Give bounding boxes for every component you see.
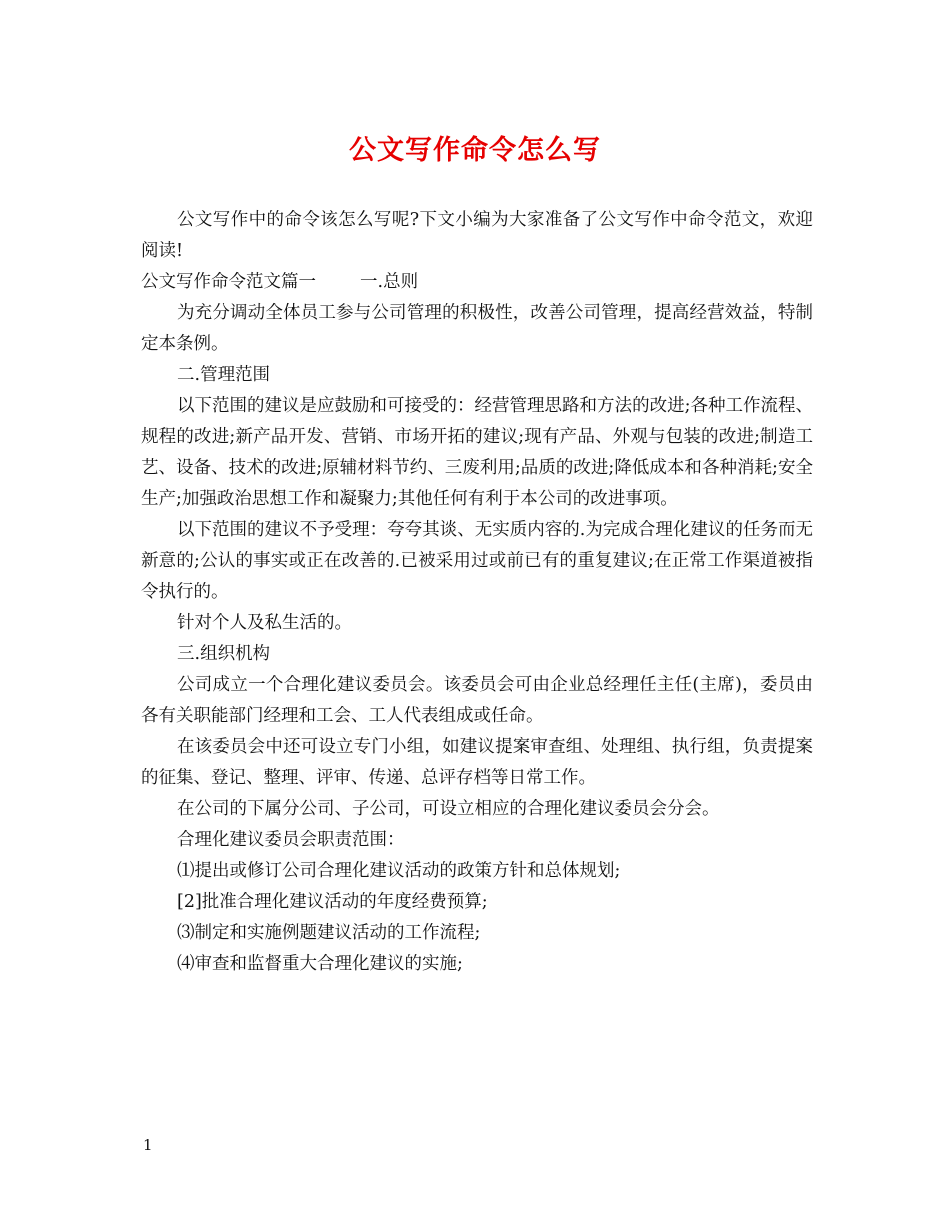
paragraph-branches: 在公司的下属分公司、子公司，可设立相应的合理化建议委员会分会。 bbox=[177, 799, 720, 819]
section-one-heading bbox=[141, 267, 813, 298]
paragraph-accepted: 以下范围的建议是应鼓励和可接受的：经营管理思路和方法的改进;各种工作流程、规程的改进;新产品开发、营销、市场开拓的建议;现有产品、外观与包装的改进;制造工艺、设备、技术的改进;原辅材料节约、三废利用;品质的改进;降低成本和各种消耗;安全生产;加强政治思想工作和凝聚力;其他任何有利于本公司的改进事项。 bbox=[141, 396, 813, 509]
page-number: 1 bbox=[143, 1136, 153, 1154]
list-item-duty-1: ⑴提出或修订公司合理化建议活动的政策方针和总体规划; bbox=[177, 861, 621, 881]
paragraph-intro: 公文写作中的命令该怎么写呢?下文小编为大家准备了公文写作中命令范文，欢迎阅读! bbox=[141, 210, 813, 261]
paragraph-committee: 公司成立一个合理化建议委员会。该委员会可由企业总经理任主任(主席)，委员由各有关职能部门经理和工会、工人代表组成或任命。 bbox=[141, 675, 813, 726]
heading-scope: 二.管理范围 bbox=[177, 365, 271, 385]
paragraph-purpose: 为充分调动全体员工参与公司管理的积极性，改善公司管理，提高经营效益，特制定本条例。 bbox=[141, 303, 813, 354]
paragraph-personal: 针对个人及私生活的。 bbox=[177, 613, 352, 633]
section-subheading: 一.总则 bbox=[360, 272, 419, 292]
paragraph-duties-heading: 合理化建议委员会职责范围： bbox=[177, 830, 405, 850]
document-title: 公文写作命令怎么写 bbox=[349, 135, 601, 166]
document-body bbox=[141, 205, 813, 980]
list-item-duty-4: ⑷审查和监督重大合理化建议的实施; bbox=[177, 954, 463, 974]
heading-organization: 三.组织机构 bbox=[177, 644, 271, 664]
list-item-duty-2: [2]批准合理化建议活动的年度经费预算; bbox=[177, 892, 488, 912]
section-label: 公文写作命令范文篇一 bbox=[141, 272, 316, 292]
paragraph-groups: 在该委员会中还可设立专门小组，如建议提案审查组、处理组、执行组，负责提案的征集、登记、整理、评审、传递、总评存档等日常工作。 bbox=[141, 737, 813, 788]
paragraph-rejected: 以下范围的建议不予受理：夸夸其谈、无实质内容的.为完成合理化建议的任务而无新意的;公认的事实或正在改善的.已被采用过或前已有的重复建议;在正常工作渠道被指令执行的。 bbox=[141, 520, 813, 602]
list-item-duty-3: ⑶制定和实施例题建议活动的工作流程; bbox=[177, 923, 481, 943]
